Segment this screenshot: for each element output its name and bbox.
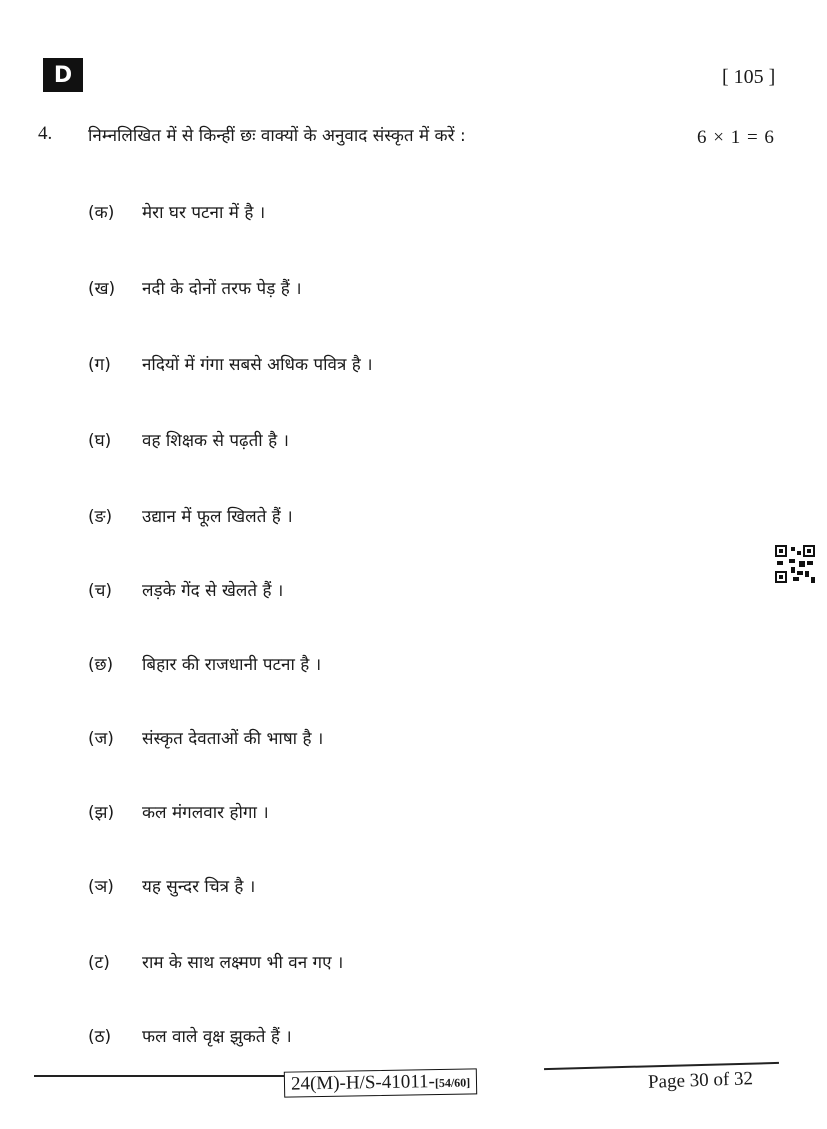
item-label: (ञ) [88, 877, 114, 897]
question-number: 4. [38, 123, 53, 144]
qr-code-icon [775, 545, 815, 583]
list-item [88, 504, 293, 527]
page-number: Page 30 of 32 [647, 1068, 754, 1093]
marks-allocation: 6 × 1 = 6 [697, 127, 775, 148]
item-label: (छ) [88, 655, 114, 675]
item-label: (झ) [88, 803, 115, 823]
item-text: नदियों में गंगा सबसे अधिक पवित्र है । [142, 355, 373, 375]
item-text: संस्कृत देवताओं की भाषा है । [142, 729, 324, 749]
item-label: (ग) [88, 355, 111, 375]
item-text: यह सुन्दर चित्र है । [142, 877, 256, 897]
list-item [88, 428, 289, 451]
item-text: उद्यान में फूल खिलते हैं । [142, 507, 293, 527]
item-text: वह शिक्षक से पढ़ती है । [142, 431, 289, 451]
list-item [88, 800, 269, 823]
list-item [88, 276, 302, 299]
item-label: (ठ) [88, 1027, 112, 1047]
list-item [88, 874, 255, 897]
item-label: (ट) [88, 953, 110, 973]
list-item [88, 1024, 292, 1047]
question-instruction: निम्नलिखित में से किन्हीं छः वाक्यों के अनुवाद संस्कृत में करें : [88, 126, 466, 146]
item-text: मेरा घर पटना में है । [142, 203, 266, 223]
item-text: बिहार की राजधानी पटना है । [142, 655, 322, 675]
item-label: (घ) [88, 431, 112, 451]
item-label: (ख) [88, 279, 116, 299]
list-item [88, 352, 373, 375]
footer-rule-left [34, 1075, 284, 1077]
paper-code: 24(M)-H/S-41011-[54/60] [284, 1068, 478, 1097]
item-text: राम के साथ लक्ष्मण भी वन गए । [142, 953, 344, 973]
item-text: नदी के दोनों तरफ पेड़ हैं । [142, 279, 302, 299]
item-text: फल वाले वृक्ष झुकते हैं । [142, 1027, 292, 1047]
list-item [88, 200, 265, 223]
item-label: (क) [88, 203, 115, 223]
list-item [88, 726, 323, 749]
page-code: [ 105 ] [722, 66, 776, 88]
list-item [88, 950, 343, 973]
item-label: (ङ) [88, 507, 113, 527]
set-label-badge: D [43, 58, 83, 92]
item-label: (ज) [88, 729, 114, 749]
item-label: (च) [88, 581, 113, 601]
item-text: लड़के गेंद से खेलते हैं । [142, 581, 284, 601]
item-text: कल मंगलवार होगा । [142, 803, 269, 823]
list-item [88, 578, 283, 601]
list-item [88, 652, 321, 675]
